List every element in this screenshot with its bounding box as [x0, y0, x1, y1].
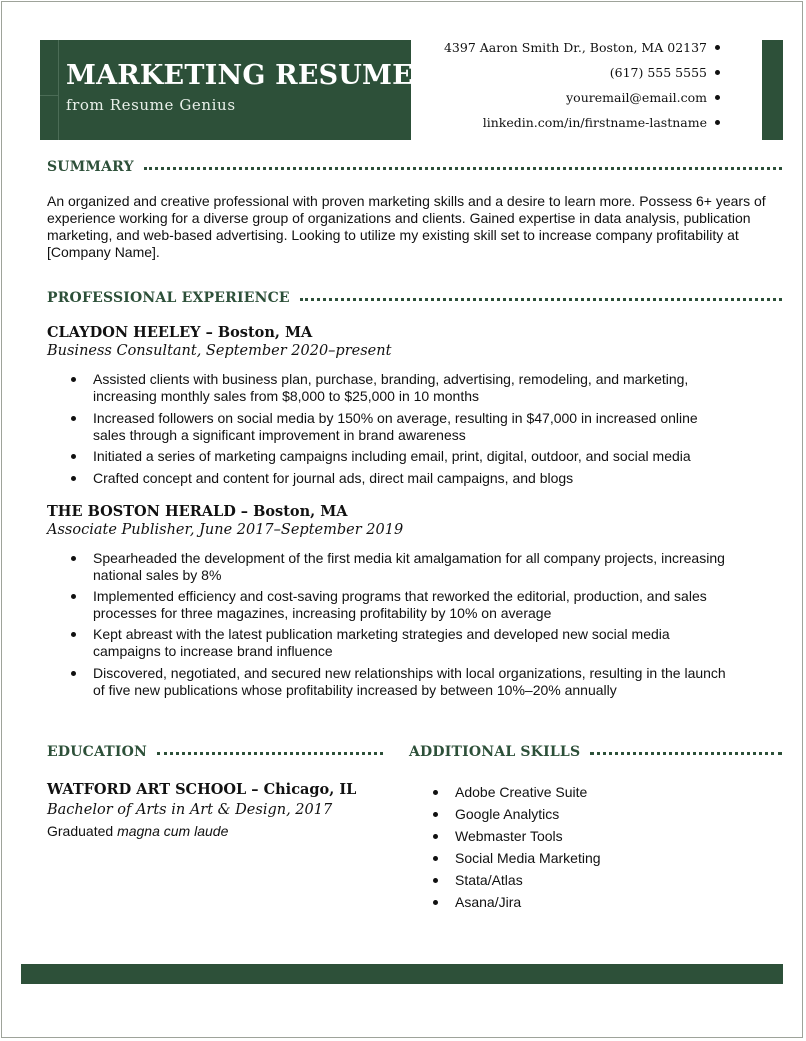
list-item	[429, 825, 759, 847]
footer-bar	[21, 964, 783, 984]
job-bullets	[67, 371, 717, 487]
school-name: WATFORD ART SCHOOL – Chicago, IL	[47, 781, 357, 798]
list-item	[67, 626, 737, 660]
contact-block	[444, 38, 720, 138]
skill-text: Stata/Atlas	[455, 872, 523, 888]
contact-linkedin-text[interactable]: linkedin.com/in/firstname-lastname	[482, 115, 707, 130]
honors-prefix: Graduated	[47, 823, 118, 839]
bullet-icon	[433, 878, 438, 883]
bullet-icon	[715, 70, 720, 75]
job-company: CLAYDON HEELEY – Boston, MA	[47, 324, 313, 341]
bullet-text: Assisted clients with business plan, purchase, branding, advertising, remodeling, and marketing, increasing monthly sales from $8,000 to $25,000 in 10 months	[93, 371, 689, 404]
bullet-text: Increased followers on social media by 150% on average, resulting in $47,000 in increased online sales through a significant improvement in brand awareness	[93, 410, 698, 443]
list-item	[67, 550, 737, 584]
bullet-icon	[71, 476, 76, 481]
bullet-icon	[71, 556, 76, 561]
contact-email	[444, 88, 720, 113]
bullet-text: Spearheaded the development of the first media kit amalgamation for all company projects, increasing national sales by 8%	[93, 550, 725, 583]
degree: Bachelor of Arts in Art & Design, 2017	[47, 802, 333, 818]
summary-text: An organized and creative professional with proven marketing skills and a desire to learn more. Possess 6+ years of experience working for a diverse group of organizations and clients. Gained expertise in data analysis, publication marketing, and web-based advertising. Looking to utilize my existing skill set to increase company profitability at [Company Name].	[47, 193, 766, 260]
list-item	[429, 781, 759, 803]
list-item	[429, 803, 759, 825]
skill-text: Social Media Marketing	[455, 850, 601, 866]
education-heading-text: EDUCATION	[47, 744, 148, 760]
education-heading	[47, 744, 383, 760]
skill-text: Webmaster Tools	[455, 828, 563, 844]
experience-heading-text: PROFESSIONAL EXPERIENCE	[47, 290, 290, 306]
bullet-icon	[715, 45, 720, 50]
skills-heading	[409, 744, 782, 760]
contact-address	[444, 38, 720, 63]
job-company: THE BOSTON HERALD – Boston, MA	[47, 503, 348, 520]
skill-text: Adobe Creative Suite	[455, 784, 588, 800]
bullet-icon	[433, 856, 438, 861]
resume-title: MARKETING RESUME	[66, 60, 413, 91]
title-banner	[40, 40, 411, 140]
job-role: Business Consultant, September 2020–present	[47, 343, 392, 359]
list-item	[429, 891, 759, 913]
section-divider	[300, 298, 782, 301]
list-item	[67, 588, 737, 622]
bullet-text: Implemented efficiency and cost-saving programs that reworked the editorial, production, and sales processes for three magazines, increasing profitability by 10% on average	[93, 588, 707, 621]
bullet-text: Kept abreast with the latest publication marketing strategies and developed new social media campaigns to increase brand influence	[93, 626, 670, 659]
honors-italic: magna cum laude	[117, 823, 229, 839]
list-item	[67, 665, 737, 699]
skill-text: Google Analytics	[455, 806, 560, 822]
bullet-text: Initiated a series of marketing campaigns including email, print, digital, outdoor, and social media	[93, 448, 691, 464]
list-item	[67, 410, 717, 444]
bullet-icon	[71, 594, 76, 599]
bullet-icon	[433, 812, 438, 817]
summary-heading	[47, 159, 782, 175]
header-side-bar	[762, 40, 783, 140]
bullet-icon	[433, 900, 438, 905]
bullet-text: Crafted concept and content for journal ads, direct mail campaigns, and blogs	[93, 470, 574, 486]
bullet-text: Discovered, negotiated, and secured new relationships with local organizations, resulting in the launch of five new publications whose profitability increased by between 10%–20% annually	[93, 665, 726, 698]
list-item	[429, 847, 759, 869]
contact-phone	[444, 63, 720, 88]
skills-heading-text: ADDITIONAL SKILLS	[409, 744, 581, 760]
section-divider	[144, 167, 782, 170]
summary-heading-text: SUMMARY	[47, 159, 134, 175]
bullet-icon	[433, 790, 438, 795]
bullet-icon	[71, 632, 76, 637]
list-item	[429, 869, 759, 891]
section-divider	[590, 752, 782, 755]
bullet-icon	[71, 454, 76, 459]
section-divider	[157, 752, 383, 755]
contact-linkedin	[444, 113, 720, 138]
contact-address-text: 4397 Aaron Smith Dr., Boston, MA 02137	[443, 40, 707, 55]
bullet-icon	[71, 377, 76, 382]
bullet-icon	[715, 120, 720, 125]
job-role: Associate Publisher, June 2017–September 2019	[47, 522, 404, 538]
skill-text: Asana/Jira	[455, 894, 522, 910]
experience-heading	[47, 290, 782, 306]
resume-subtitle: from Resume Genius	[66, 96, 236, 114]
bullet-icon	[433, 834, 438, 839]
bullet-icon	[71, 671, 76, 676]
bullet-icon	[715, 95, 720, 100]
contact-email-text[interactable]: youremail@email.com	[566, 90, 707, 105]
bullet-icon	[71, 416, 76, 421]
banner-accent-line	[58, 40, 59, 140]
list-item	[67, 470, 717, 487]
list-item	[67, 448, 717, 465]
skills-list	[429, 781, 759, 913]
banner-accent-tick	[40, 95, 58, 96]
honors	[47, 823, 228, 839]
contact-phone-text: (617) 555 5555	[609, 65, 707, 80]
job-bullets	[67, 550, 737, 699]
list-item	[67, 371, 717, 405]
